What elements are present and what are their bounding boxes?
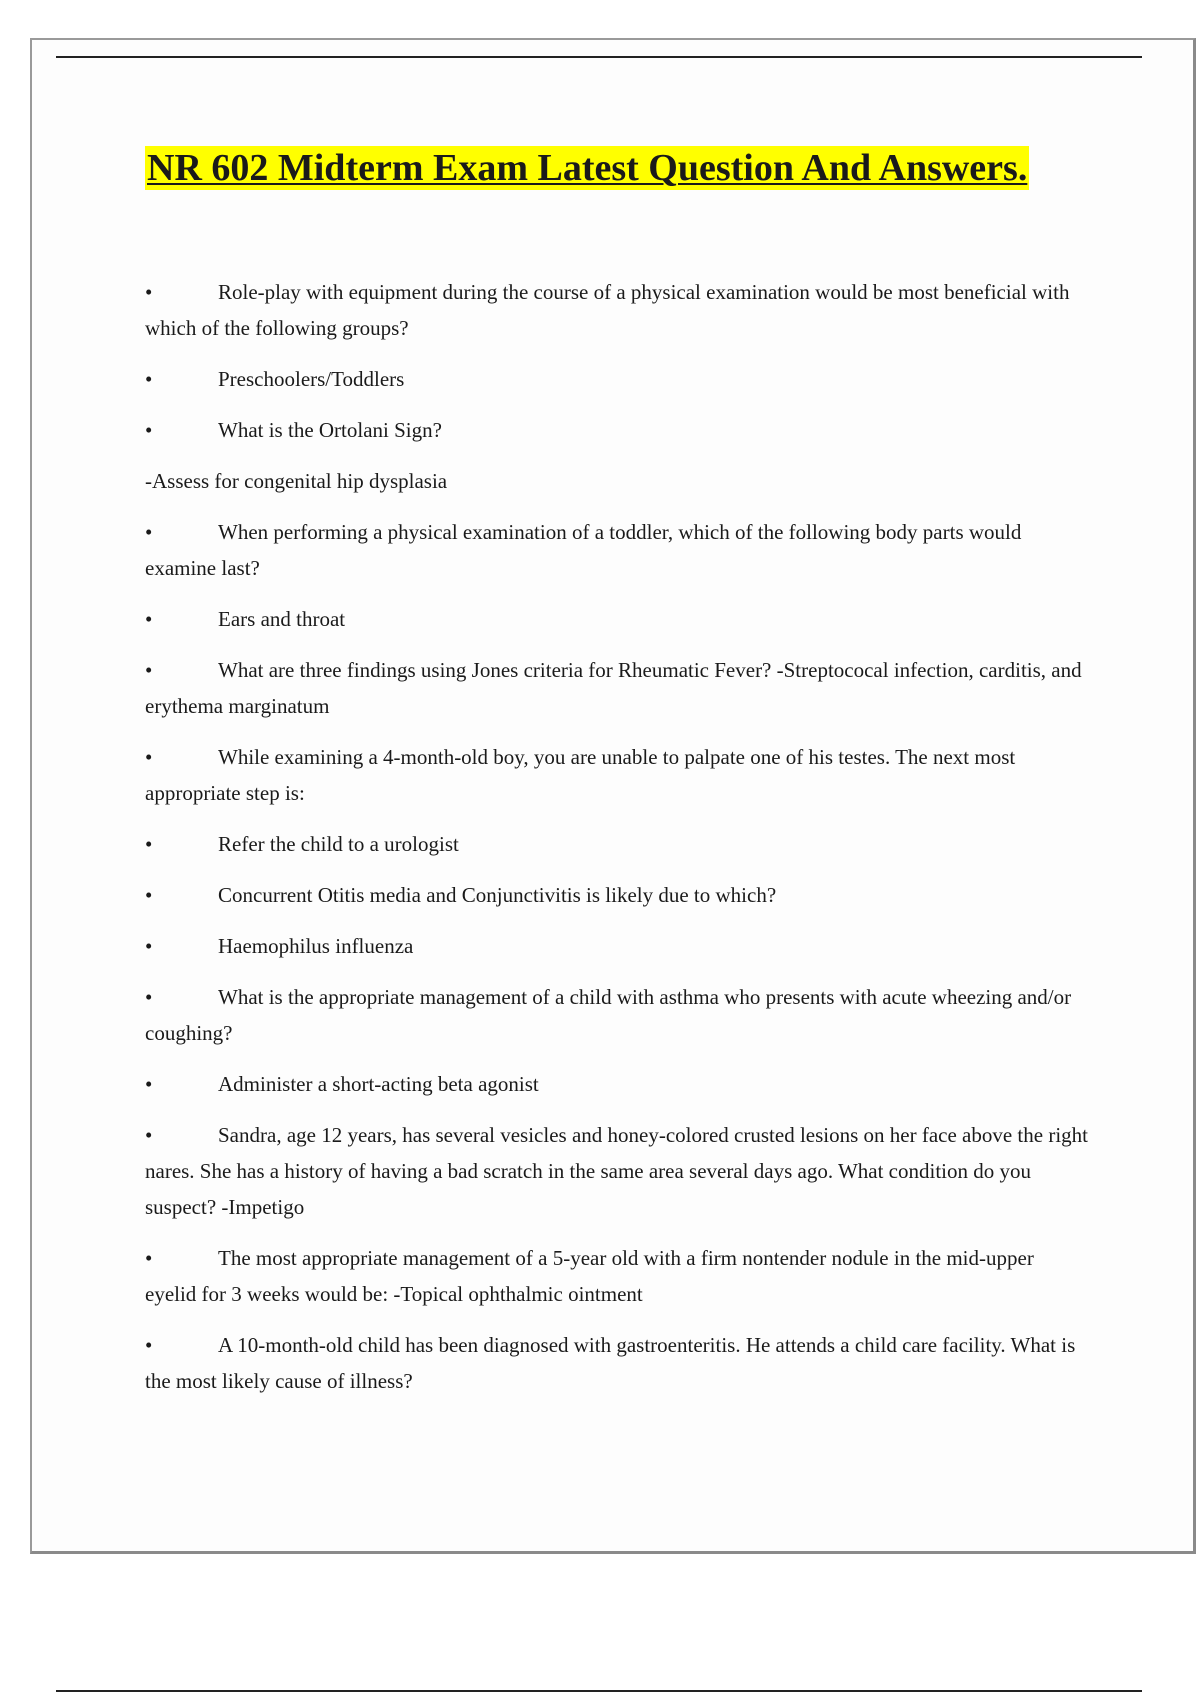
item-text: What is the Ortolani Sign? — [218, 418, 442, 442]
list-item — [145, 826, 1090, 862]
item-text: Concurrent Otitis media and Conjunctivitis is likely due to which? — [218, 883, 777, 907]
item-text: Haemophilus influenza — [218, 934, 414, 958]
item-text: Refer the child to a urologist — [218, 832, 459, 856]
bullet-glyph: • — [145, 1123, 153, 1147]
bullet-glyph: • — [145, 1072, 153, 1096]
item-text: When performing a physical examination of a toddler, which of the following body parts would examine last? — [145, 520, 1022, 580]
bullet-icon — [145, 826, 218, 862]
next-page-rule — [56, 1690, 1142, 1692]
bullet-icon — [145, 274, 218, 310]
bullet-glyph: • — [145, 658, 153, 682]
bullet-glyph: • — [145, 607, 153, 631]
bullet-glyph: • — [145, 418, 153, 442]
bullet-glyph: • — [145, 934, 153, 958]
list-item — [145, 274, 1090, 346]
list-item — [145, 739, 1090, 811]
bullet-glyph: • — [145, 280, 153, 304]
bullet-icon — [145, 361, 218, 397]
list-item — [145, 601, 1090, 637]
bullet-icon — [145, 1066, 218, 1102]
bullet-icon — [145, 601, 218, 637]
item-text: What are three findings using Jones criteria for Rheumatic Fever? -Streptococal infection, carditis, and erythema marginatum — [145, 658, 1082, 718]
item-text: Role-play with equipment during the course of a physical examination would be most beneficial with which of the following groups? — [145, 280, 1070, 340]
item-text: The most appropriate management of a 5-year old with a firm nontender nodule in the mid-upper eyelid for 3 weeks would be: -Topical ophthalmic ointment — [145, 1246, 1034, 1306]
bullet-icon — [145, 979, 218, 1015]
bullet-icon — [145, 928, 218, 964]
bullet-icon — [145, 1117, 218, 1153]
bullet-icon — [145, 877, 218, 913]
bullet-icon — [145, 514, 218, 550]
list-item — [145, 1117, 1090, 1225]
list-item — [145, 1066, 1090, 1102]
item-text: What is the appropriate management of a child with asthma who presents with acute wheezing and/or coughing? — [145, 985, 1072, 1045]
item-text: A 10-month-old child has been diagnosed with gastroenteritis. He attends a child care facility. What is the most likely cause of illness? — [145, 1333, 1076, 1393]
item-text: While examining a 4-month-old boy, you are unable to palpate one of his testes. The next most appropriate step is: — [145, 745, 1016, 805]
bullet-icon — [145, 739, 218, 775]
list-item — [145, 877, 1090, 913]
list-item — [145, 979, 1090, 1051]
bullet-icon — [145, 1327, 218, 1363]
list-item — [145, 1327, 1090, 1399]
bullet-glyph: • — [145, 367, 153, 391]
bullet-icon — [145, 412, 218, 448]
item-text: Sandra, age 12 years, has several vesicles and honey-colored crusted lesions on her face above the right nares. She has a history of having a bad scratch in the same area several days ago. What condition do you suspect? -Impetigo — [145, 1123, 1089, 1219]
bullet-glyph: • — [145, 745, 153, 769]
list-item — [145, 652, 1090, 724]
bullet-icon — [145, 652, 218, 688]
question-list — [145, 274, 1090, 1414]
item-text: Ears and throat — [218, 607, 346, 631]
bullet-glyph: • — [145, 1333, 153, 1357]
item-text: Administer a short-acting beta agonist — [218, 1072, 539, 1096]
answer-text: -Assess for congenital hip dysplasia — [145, 469, 448, 493]
list-item — [145, 361, 1090, 397]
bullet-glyph: • — [145, 883, 153, 907]
bullet-glyph: • — [145, 1246, 153, 1270]
list-item — [145, 928, 1090, 964]
bullet-icon — [145, 1240, 218, 1276]
bullet-glyph: • — [145, 985, 153, 1009]
list-item — [145, 412, 1090, 448]
header-rule — [56, 56, 1142, 58]
item-text: Preschoolers/Toddlers — [218, 367, 405, 391]
list-item — [145, 514, 1090, 586]
bullet-glyph: • — [145, 832, 153, 856]
list-item — [145, 1240, 1090, 1312]
bullet-glyph: • — [145, 520, 153, 544]
document-title: NR 602 Midterm Exam Latest Question And Answers. — [147, 147, 1028, 189]
